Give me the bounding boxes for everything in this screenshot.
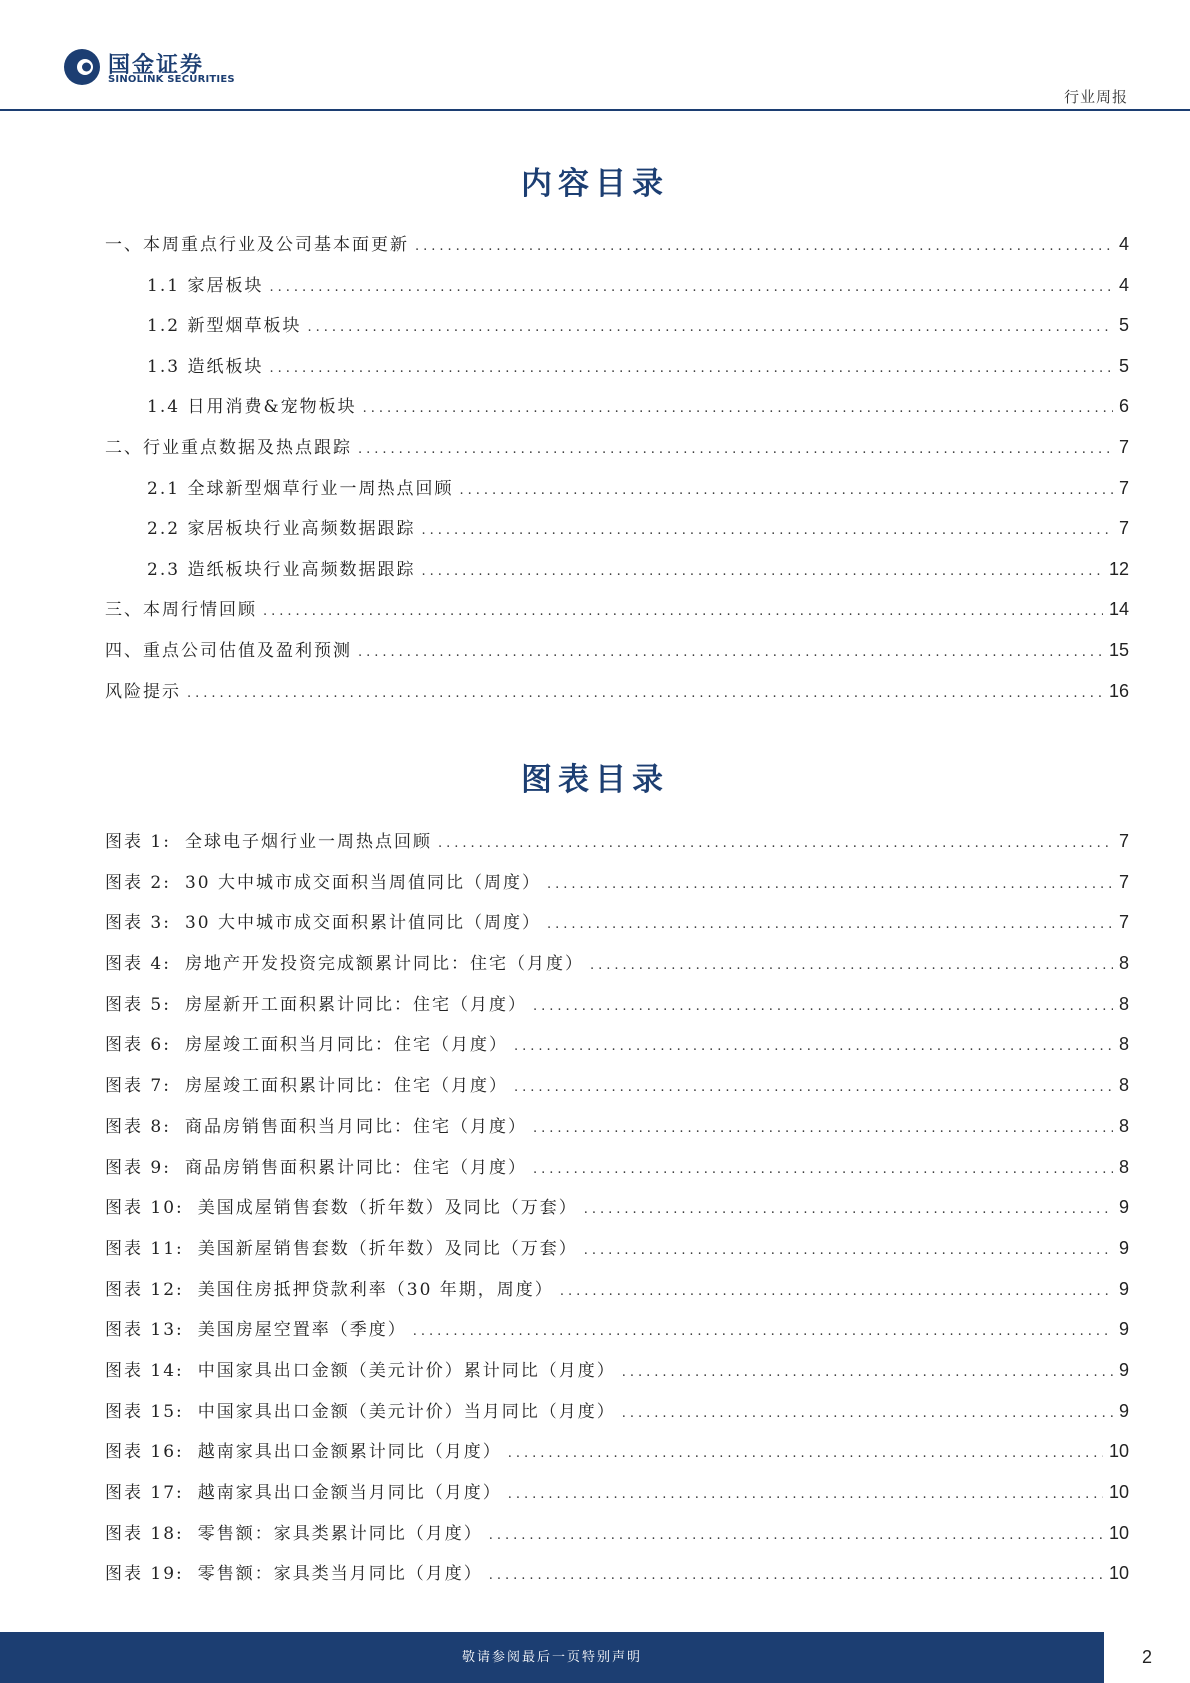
toc-leader-dots bbox=[269, 280, 1113, 295]
figure-entry-page: 9 bbox=[1118, 1197, 1129, 1218]
toc-entry-label: 二、行业重点数据及热点跟踪 bbox=[105, 437, 352, 458]
toc-entry[interactable] bbox=[105, 474, 1129, 515]
figure-number: 图表 2: bbox=[105, 872, 171, 893]
figure-entry-page: 8 bbox=[1118, 1156, 1129, 1177]
toc-entry-page: 12 bbox=[1108, 558, 1129, 579]
figure-entry-label bbox=[105, 1112, 527, 1137]
figure-title: 30 大中城市成交面积累计值同比（周度） bbox=[184, 913, 541, 934]
figure-entry[interactable] bbox=[105, 1437, 1129, 1478]
figure-entry[interactable] bbox=[105, 1356, 1129, 1397]
figure-title: 房屋竣工面积当月同比：住宅（月度） bbox=[184, 1035, 508, 1056]
toc-leader-dots bbox=[187, 686, 1103, 701]
toc-entry-label: 2.2 家居板块行业高频数据跟踪 bbox=[147, 519, 416, 540]
toc-leader-dots bbox=[489, 1568, 1103, 1583]
figure-entry-label bbox=[105, 1519, 483, 1544]
toc-entry[interactable] bbox=[105, 230, 1129, 271]
toc-entry-label: 2.1 全球新型烟草行业一周热点回顾 bbox=[147, 478, 454, 499]
figure-entry[interactable] bbox=[105, 827, 1129, 868]
figure-entry[interactable] bbox=[105, 1153, 1129, 1194]
figure-number: 图表 19: bbox=[105, 1564, 184, 1585]
toc-leader-dots bbox=[514, 1039, 1113, 1054]
figure-entry-page: 10 bbox=[1108, 1441, 1129, 1462]
figure-entry[interactable] bbox=[105, 908, 1129, 949]
toc-leader-dots bbox=[622, 1406, 1113, 1421]
toc-leader-dots bbox=[514, 1080, 1113, 1095]
figure-title: 房屋竣工面积累计同比：住宅（月度） bbox=[184, 1076, 508, 1097]
toc-leader-dots bbox=[363, 401, 1113, 416]
toc-entry[interactable] bbox=[105, 636, 1129, 677]
toc-entry-label: 1.3 造纸板块 bbox=[147, 356, 264, 377]
figure-entry-label bbox=[105, 1234, 578, 1259]
figure-title: 美国成屋销售套数（折年数）及同比（万套） bbox=[197, 1198, 578, 1219]
figure-title: 中国家具出口金额（美元计价）累计同比（月度） bbox=[197, 1360, 616, 1381]
figure-number: 图表 10: bbox=[105, 1198, 184, 1219]
figure-entry-label bbox=[105, 1397, 616, 1422]
figure-entry-page: 10 bbox=[1108, 1482, 1129, 1502]
figure-entry[interactable] bbox=[105, 868, 1129, 909]
toc-entry[interactable] bbox=[105, 271, 1129, 312]
figure-entry-page: 9 bbox=[1118, 1319, 1129, 1340]
figure-entry[interactable] bbox=[105, 1397, 1129, 1438]
toc-leader-dots bbox=[489, 1528, 1103, 1543]
figure-entry-page: 9 bbox=[1118, 1278, 1129, 1299]
figure-entry-page: 8 bbox=[1118, 993, 1129, 1014]
toc-leader-dots bbox=[622, 1365, 1113, 1380]
toc-leader-dots bbox=[584, 1243, 1113, 1258]
figure-entry-label bbox=[105, 1315, 407, 1340]
figure-entry[interactable] bbox=[105, 990, 1129, 1031]
toc-entry[interactable] bbox=[105, 352, 1129, 393]
toc-leader-dots bbox=[590, 958, 1113, 973]
figure-number: 图表 16: bbox=[105, 1442, 184, 1463]
figure-number: 图表 3: bbox=[105, 913, 171, 934]
figure-number: 图表 12: bbox=[105, 1279, 184, 1300]
figure-entry[interactable] bbox=[105, 949, 1129, 990]
company-logo bbox=[63, 48, 238, 88]
figure-title: 美国房屋空置率（季度） bbox=[197, 1320, 407, 1341]
toc-leader-dots bbox=[421, 523, 1113, 538]
toc-entry-page: 4 bbox=[1118, 274, 1129, 295]
toc-entry-page: 4 bbox=[1118, 234, 1129, 254]
figure-entry-label bbox=[105, 1437, 502, 1462]
figure-entry-label bbox=[105, 1559, 483, 1584]
sinolink-logo-icon bbox=[63, 48, 101, 86]
figure-title: 房屋新开工面积累计同比：住宅（月度） bbox=[184, 994, 527, 1015]
figure-number: 图表 14: bbox=[105, 1360, 184, 1381]
toc-leader-dots bbox=[533, 1162, 1113, 1177]
figure-entry[interactable] bbox=[105, 1559, 1129, 1600]
toc-entry-label: 四、重点公司估值及盈利预测 bbox=[105, 640, 352, 661]
toc-leader-dots bbox=[358, 645, 1103, 660]
toc-leader-dots bbox=[547, 917, 1113, 932]
figure-number: 图表 7: bbox=[105, 1076, 171, 1097]
toc-leader-dots bbox=[307, 320, 1113, 335]
toc-leader-dots bbox=[358, 442, 1113, 457]
figure-title: 美国住房抵押贷款利率（30 年期，周度） bbox=[197, 1279, 554, 1300]
toc-leader-dots bbox=[459, 483, 1113, 498]
toc-entry[interactable] bbox=[105, 677, 1129, 718]
figure-entry-label bbox=[105, 1153, 527, 1178]
toc-entry[interactable] bbox=[105, 595, 1129, 636]
page-header bbox=[0, 0, 1190, 112]
figure-entry-page: 8 bbox=[1118, 953, 1129, 974]
page-footer bbox=[0, 1632, 1190, 1683]
figure-entry-page: 10 bbox=[1108, 1522, 1129, 1543]
toc-entry[interactable] bbox=[105, 392, 1129, 433]
toc-entry-label: 风险提示 bbox=[105, 681, 181, 702]
figure-entry-page: 9 bbox=[1118, 1359, 1129, 1380]
figure-entry-page: 9 bbox=[1118, 1237, 1129, 1258]
figure-entry-label bbox=[105, 868, 541, 893]
figure-number: 图表 11: bbox=[105, 1238, 184, 1259]
toc-entry-label: 1.1 家居板块 bbox=[147, 275, 264, 296]
toc-entry-page: 14 bbox=[1108, 599, 1129, 620]
header-divider bbox=[0, 109, 1190, 111]
figure-entry[interactable] bbox=[105, 1112, 1129, 1153]
toc-leader-dots bbox=[421, 564, 1103, 579]
toc-entry-label: 2.3 造纸板块行业高频数据跟踪 bbox=[147, 559, 416, 580]
toc-entry[interactable] bbox=[105, 514, 1129, 555]
toc-entry-page: 5 bbox=[1118, 355, 1129, 376]
toc-entry-page: 7 bbox=[1118, 518, 1129, 539]
footer-disclaimer: 敬请参阅最后一页特别声明 bbox=[461, 1650, 642, 1665]
figure-number: 图表 18: bbox=[105, 1523, 184, 1544]
logo-text-en: SINOLINK SECURITIES bbox=[108, 74, 235, 85]
figure-entry-label bbox=[105, 949, 584, 974]
toc-entry-page: 16 bbox=[1108, 680, 1129, 701]
toc-entry[interactable] bbox=[105, 555, 1129, 596]
figure-title: 越南家具出口金额累计同比（月度） bbox=[197, 1442, 502, 1463]
figure-number: 图表 6: bbox=[105, 1035, 171, 1056]
toc-entry-label: 1.4 日用消费&宠物板块 bbox=[147, 397, 357, 418]
figure-number: 图表 5: bbox=[105, 994, 171, 1015]
figure-title: 越南家具出口金额当月同比（月度） bbox=[197, 1483, 502, 1503]
figure-number: 图表 4: bbox=[105, 954, 171, 975]
figure-entry-label bbox=[105, 1275, 554, 1300]
toc-entry-page: 7 bbox=[1118, 436, 1129, 457]
toc-entry[interactable] bbox=[105, 311, 1129, 352]
toc-leader-dots bbox=[415, 239, 1113, 254]
figure-entry-label bbox=[105, 827, 432, 852]
figure-number: 图表 1: bbox=[105, 832, 171, 852]
figure-entry[interactable] bbox=[105, 1275, 1129, 1316]
figure-entry-page: 7 bbox=[1118, 912, 1129, 933]
figure-title: 商品房销售面积当月同比：住宅（月度） bbox=[184, 1116, 527, 1137]
figure-entry-label bbox=[105, 1356, 616, 1381]
figure-title: 30 大中城市成交面积当周值同比（周度） bbox=[184, 872, 541, 893]
figure-number: 图表 13: bbox=[105, 1320, 184, 1341]
figure-entry-label bbox=[105, 990, 527, 1015]
toc-entry-page: 6 bbox=[1118, 396, 1129, 417]
figure-entry-page: 7 bbox=[1118, 871, 1129, 892]
figure-entry-label bbox=[105, 1193, 578, 1218]
toc-leader-dots bbox=[533, 1121, 1113, 1136]
toc-entry-label: 1.2 新型烟草板块 bbox=[147, 316, 302, 337]
figure-number: 图表 15: bbox=[105, 1401, 184, 1422]
figure-entry-page: 8 bbox=[1118, 1115, 1129, 1136]
figure-entry[interactable] bbox=[105, 1519, 1129, 1560]
figure-entry[interactable] bbox=[105, 1315, 1129, 1356]
page-number: 2 bbox=[1141, 1647, 1152, 1667]
toc-leader-dots bbox=[413, 1324, 1113, 1339]
figure-entry[interactable] bbox=[105, 1478, 1129, 1519]
toc-entry-label: 三、本周行情回顾 bbox=[105, 600, 257, 621]
figure-entry-page: 8 bbox=[1118, 1034, 1129, 1055]
report-type: 行业周报 bbox=[1063, 88, 1128, 106]
figure-number: 图表 9: bbox=[105, 1157, 171, 1178]
figures-list bbox=[105, 827, 1129, 1600]
toc-leader-dots bbox=[547, 877, 1113, 892]
toc-entry-page: 15 bbox=[1108, 639, 1129, 660]
toc-leader-dots bbox=[508, 1446, 1103, 1461]
figure-entry-page: 10 bbox=[1108, 1563, 1129, 1584]
figure-entry-label bbox=[105, 908, 541, 933]
figure-entry[interactable] bbox=[105, 1234, 1129, 1275]
toc-leader-dots bbox=[533, 999, 1113, 1014]
toc-entry-page: 5 bbox=[1118, 315, 1129, 336]
figure-title: 房地产开发投资完成额累计同比：住宅（月度） bbox=[184, 954, 584, 975]
toc-entry[interactable] bbox=[105, 433, 1129, 474]
figure-entry-page: 8 bbox=[1118, 1075, 1129, 1096]
figure-number: 图表 8: bbox=[105, 1116, 171, 1137]
toc-entry-label: 一、本周重点行业及公司基本面更新 bbox=[105, 235, 409, 255]
figure-entry-page: 9 bbox=[1118, 1400, 1129, 1421]
figure-title: 美国新屋销售套数（折年数）及同比（万套） bbox=[197, 1238, 578, 1259]
toc-leader-dots bbox=[438, 836, 1113, 851]
figure-number: 图表 17: bbox=[105, 1483, 184, 1503]
figure-entry[interactable] bbox=[105, 1193, 1129, 1234]
figure-title: 全球电子烟行业一周热点回顾 bbox=[184, 832, 432, 852]
figure-entry-page: 7 bbox=[1118, 831, 1129, 851]
figure-title: 中国家具出口金额（美元计价）当月同比（月度） bbox=[197, 1401, 616, 1422]
figure-entry-label bbox=[105, 1030, 508, 1055]
contents-list bbox=[105, 230, 1129, 717]
figure-entry-label bbox=[105, 1478, 502, 1503]
contents-title: 内容目录 bbox=[521, 166, 669, 202]
figure-title: 零售额：家具类当月同比（月度） bbox=[197, 1564, 483, 1585]
figure-title: 零售额：家具类累计同比（月度） bbox=[197, 1523, 483, 1544]
toc-leader-dots bbox=[560, 1284, 1113, 1299]
logo-text-cn: 国金证券 bbox=[108, 53, 205, 78]
figure-entry[interactable] bbox=[105, 1071, 1129, 1112]
toc-leader-dots bbox=[508, 1487, 1103, 1502]
figure-entry[interactable] bbox=[105, 1030, 1129, 1071]
figure-entry-label bbox=[105, 1071, 508, 1096]
toc-leader-dots bbox=[584, 1202, 1113, 1217]
toc-entry-page: 7 bbox=[1118, 477, 1129, 498]
figure-title: 商品房销售面积累计同比：住宅（月度） bbox=[184, 1157, 527, 1178]
toc-leader-dots bbox=[269, 361, 1113, 376]
toc-leader-dots bbox=[263, 604, 1103, 619]
figures-title: 图表目录 bbox=[521, 762, 669, 798]
